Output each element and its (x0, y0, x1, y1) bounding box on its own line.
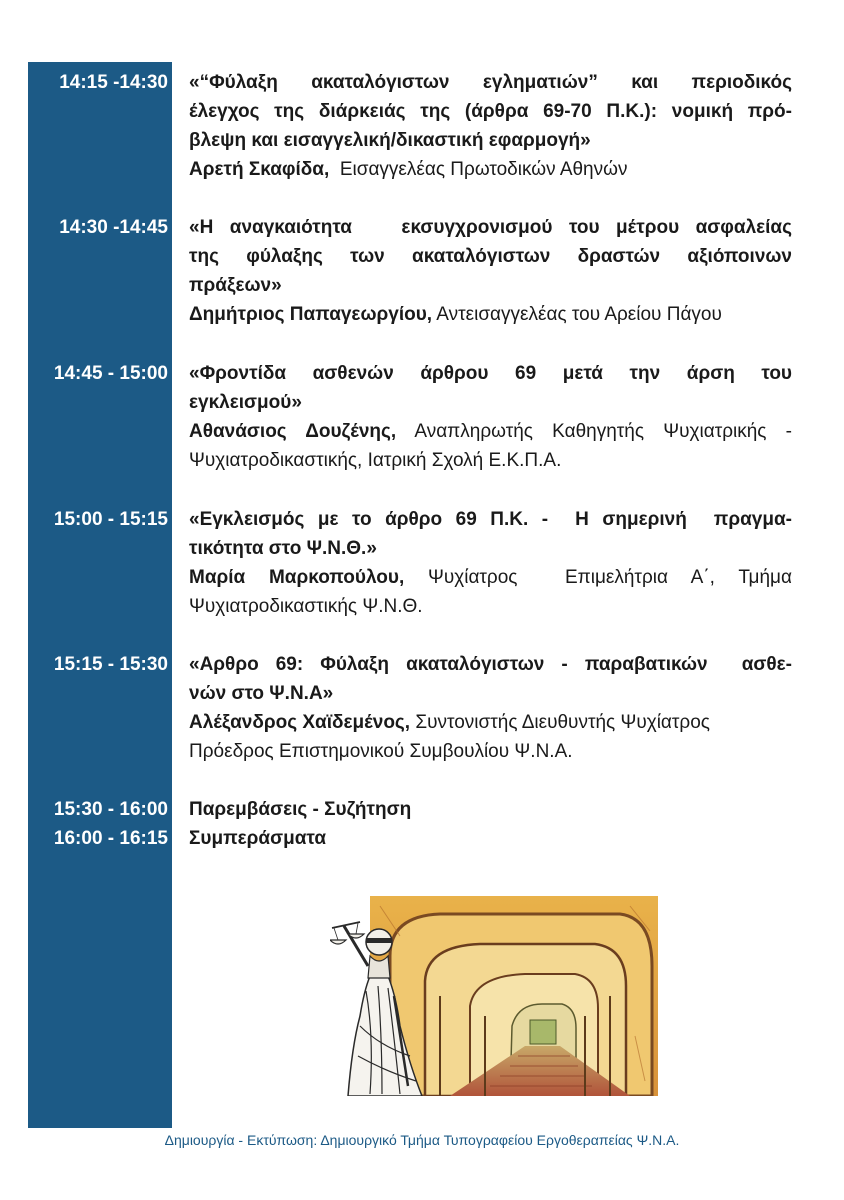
talk-title (189, 213, 792, 300)
speaker-role: Ψυχίατρος Επιμελήτρια Α΄, Τμήμα Ψυχιατροδικαστικής Ψ.Ν.Θ. (189, 567, 798, 617)
speaker-role: Εισαγγελέας Πρωτοδικών Αθηνών (329, 159, 628, 180)
speaker (189, 417, 792, 475)
session-entry (189, 359, 792, 475)
talk-title-line: νών στο Ψ.Ν.Α» (189, 683, 334, 704)
talk-title-line: «Η αναγκαιότητα εκσυγχρονισμού του μέτρου ασφαλείας (189, 217, 792, 238)
speaker (189, 300, 792, 329)
speaker-role: Αντεισαγγελέας του Αρείου Πάγου (432, 304, 722, 325)
talk-title-line: «Φροντίδα ασθενών άρθρου 69 μετά την άρση του (189, 363, 792, 384)
talk-title-line: τικότητα στο Ψ.Ν.Θ.» (189, 538, 377, 559)
session-time: 15:00 - 15:15 (53, 509, 168, 530)
session-entry (189, 650, 792, 766)
speaker (189, 563, 798, 621)
session-time: 14:15 -14:30 (59, 72, 168, 93)
talk-title-line: βλεψη και εισαγγελική/δικαστική εφαρμογή» (189, 130, 591, 151)
talk-title-line: πράξεων» (189, 275, 282, 296)
speaker-role: Αναπληρωτής Καθηγητής Ψυχιατρικής - Ψυχιατροδικαστικής, Ιατρική Σχολή Ε.Κ.Π.Α. (189, 421, 793, 471)
speaker (189, 155, 792, 184)
speaker-name: Δημήτριος Παπαγεωργίου, (189, 304, 433, 325)
speaker-name: Αθανάσιος Δουζένης, (189, 421, 397, 442)
closing-time: 15:30 - 16:00 (53, 799, 168, 820)
closing-entry (189, 824, 792, 853)
talk-title (189, 359, 792, 417)
closing-time: 16:00 - 16:15 (53, 828, 168, 849)
talk-title-line: εγκλεισμού» (189, 392, 302, 413)
session-entry (189, 68, 792, 184)
talk-title-line: έλεγχος της διάρκειάς της (άρθρα 69-70 Π.Κ.): νομική πρό- (189, 101, 792, 122)
session-time: 14:30 -14:45 (59, 217, 168, 238)
session-time: 15:15 - 15:30 (53, 654, 168, 675)
speaker-role: Συντονιστής Διευθυντής Ψυχίατρος Πρόεδρος Επιστημονικού Συμβουλίου Ψ.Ν.Α. (189, 712, 710, 762)
talk-title-line: «“Φύλαξη ακαταλόγιστων εγληματιών” και περιοδικός (189, 72, 792, 93)
session-entry (189, 505, 798, 621)
session-time: 14:45 - 15:00 (53, 363, 168, 384)
closing-label: Παρεμβάσεις - Συζήτηση (189, 799, 412, 820)
speaker-name: Αλέξανδρος Χαϊδεμένος, (189, 712, 411, 733)
talk-title (189, 650, 792, 708)
corridor-painting (370, 896, 658, 1096)
talk-title (189, 505, 792, 563)
closing-label: Συμπεράσματα (189, 828, 327, 849)
talk-title-line: «Αρθρο 69: Φύλαξη ακαταλόγιστων - παραβατικών ασθε- (189, 654, 792, 675)
speaker-name: Αρετή Σκαφίδα, (189, 159, 330, 180)
speaker (189, 708, 792, 766)
session-entry (189, 213, 792, 329)
justice-corridor-illustration (330, 896, 658, 1096)
print-credit-footer: Δημιουργία - Εκτύπωση: Δημιουργικό Τμήμα Τυπογραφείου Εργοθεραπείας Ψ.Ν.Α. (164, 1132, 680, 1148)
closing-entry (189, 795, 792, 824)
talk-title (189, 68, 792, 155)
talk-title-line: «Εγκλεισμός με το άρθρο 69 Π.Κ. - Η σημερινή πραγμα- (189, 509, 792, 530)
talk-title-line: της φύλαξης των ακαταλόγιστων δραστών αξιόποινων (189, 246, 792, 267)
speaker-name: Μαρία Μαρκοπούλου, (189, 567, 405, 588)
